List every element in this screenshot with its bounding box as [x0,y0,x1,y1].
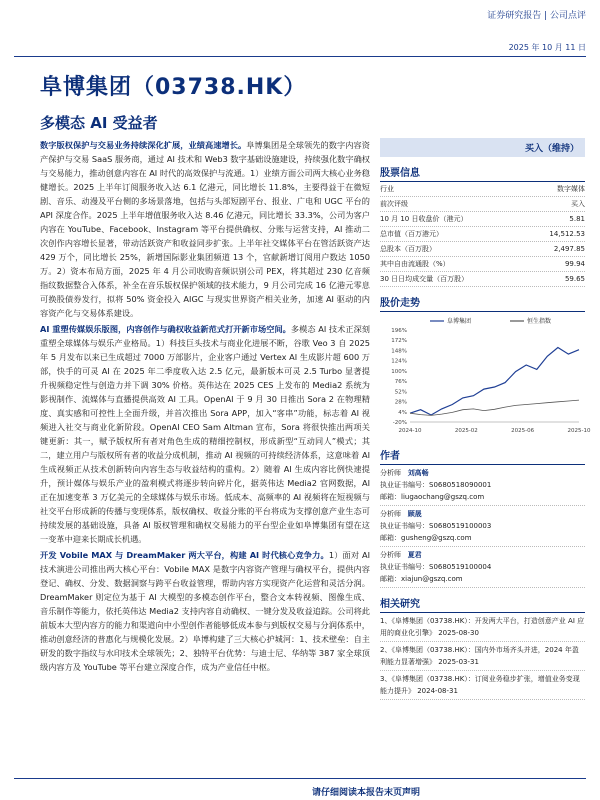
sidebar [380,138,591,700]
author-email[interactable]: 邮箱：xiajun@gszq.com [380,575,463,583]
stock-info-row [380,182,585,197]
author-cert: 执业证书编号：S0680519100003 [380,522,492,530]
author-name: 刘高畅 [407,469,429,477]
info-label: 其中自由流通股（%） [380,260,450,268]
chart-title: 股价走势 [380,291,585,312]
y-tick-label: 124% [391,358,407,365]
info-value: 14,512.53 [549,230,585,238]
legend-label: 恒生指数 [527,318,552,325]
author-role: 分析师 [380,469,401,477]
stock-info-row [380,272,585,287]
stock-info-row [380,197,585,212]
x-tick-label: 2025-06 [511,428,535,434]
info-label: 行业 [380,185,394,193]
stock-info-row [380,227,585,242]
info-label: 总市值（百万港元） [380,230,443,238]
header-divider [14,56,586,57]
y-tick-label: 148% [391,348,407,355]
related-report-link[interactable]: 2、《阜博集团（03738.HK）：国内外市场齐头并进，2024 年盈利能力显著增强》 2025-03-31 [380,642,585,671]
info-label: 30 日日均成交量（百万股） [380,275,469,283]
legend-label: 阜博集团 [447,318,472,325]
stock-info-table [380,182,585,287]
disclaimer-note: 请仔细阅读本报告末页声明 [311,788,420,798]
y-tick-label: 52% [394,389,407,396]
x-tick-label: 2025-02 [454,428,478,434]
paragraph-lead: AI 重塑传媒娱乐版图，内容创作与确权收益新范式打开新市场空间。 [40,324,291,334]
stock-info-row [380,257,585,272]
y-tick-label: 172% [391,338,407,345]
info-label: 总股本（百万股） [380,245,436,253]
info-value: 59.65 [564,275,585,283]
y-tick-label: 196% [391,328,407,334]
author-name: 顾晟 [407,510,422,518]
report-subtitle: 多模态 AI 受益者 [40,114,158,132]
author-email[interactable]: 邮箱：gusheng@gszq.com [380,534,472,542]
rating-badge: 买入（维持） [380,138,585,157]
info-value: 5.81 [569,215,585,223]
body-paragraph [40,138,370,320]
x-tick-label: 2025-10 [567,428,591,434]
page-header [0,0,600,60]
related-title: 相关研究 [380,592,585,613]
paragraph-text: 1）面对 AI 技术演进公司推出两大核心平台：Vobile MAX 是数字内容资产管理与确权平台，提供内容登记、确权、分发、数据洞察与跨平台收益管理，帮助内容方实现资产化运营和灵活分润。DreamMaker 则定位为基于 AI 大模型的多模态创作平台，整合文本转视频、图像生成、音乐制作等能力，依托英伟达 Media2 支持内容自动确权、一键分发及收益追踪。公司将此前版本大型内容方的能力和渠道向中小型创作者能够低成本参与到版权交易与分润体系中，推动创意经济的普惠化与规模化发展。2）阜博构建了三大核心护城河：1、技术壁垒：自主研发的数字指纹与水印技术全球领先；2、独特平台优势：与迪士尼、华纳等 387 家全球顶级内容方及 YouTube 等平台建立深度合作，成为产业信任中枢。 [40,550,371,672]
y-tick-label: 4% [398,409,407,416]
report-date: 2025 年 10 月 11 日 [508,43,586,52]
info-label: 10 月 10 日收盘价（港元） [380,215,468,223]
report-title: 阜博集团（03738.HK） [40,75,307,100]
info-label: 前次评级 [380,200,408,208]
price-chart [380,312,591,440]
related-report-link[interactable]: 1、《阜博集团（03738.HK）：开发两大平台，打造创意产业 AI 应用的商业化引擎》 2025-08-30 [380,613,585,642]
body-paragraph [40,548,370,674]
report-body [40,138,370,676]
info-value: 数字媒体 [557,185,585,193]
author-role: 分析师 [380,510,401,518]
author-card [380,547,585,588]
body-paragraph [40,322,370,546]
y-tick-label: 100% [391,368,407,375]
author-name: 夏君 [407,551,422,559]
author-cert: 执业证书编号：S0680519100004 [380,563,492,571]
paragraph-text: 多模态 AI 技术正深刻重塑全球媒体与娱乐产业格局。1）科技巨头技术与商业化进展不断，谷歌 Veo 3 自 2025 年 5 月发布以来已生成超过 7000 万部影片，企业客户通过 Vertex AI 生成影片超 600 万部，快手的可灵 AI 在 2025 年二季度收入达 2.5 亿元，最新版本可灵 2.5 Turbo 显著提升视频稳定性与创造力并下调 30% 价格。英伟达在 2025 CES 上发布的 Media2 系统为影视制作、流媒体与直播提供高效 AI 工具。OpenAI 于 9 月 30 日推出 Sora 2 在物理精度、真实感和可控性上全面升级，并首次推出 Sora APP，加入“客串”功能，标志着 AI 视频进入社交与商业化新阶段。OpenAI CEO Sam Altman 宣布，Sora 将很快推出两项关键更新：其一，赋予版权所有者对角色生成的精细控制权，形成新型“互动同人”模式；其二，建立用户与版权所有者的收益分成机制，推动 AI 视频的可持续经济体系，这意味着 AI 生成视频正从技术创新转向内容生态与收益结构的重构。2）随着 AI 生成内容比例快速提升，预计媒体与娱乐产业的盈利模式将逐步转向碎片化，据英伟达 Media2 官网数据，AI 正在加速变革 3 万亿美元的全球媒体与娱乐市场。低成本、高频率的 AI 视频将在短视频与社交平台形成新的传播与变现体系，版权确权、收益分账的平台将成为支撑创意产业生态可持续发展的基础设施，具备 AI 版权管理和确权交易能力的平台型企业如阜博集团有望在这一变革中迎来长期成长机遇。 [40,324,370,544]
paragraph-text: 阜博集团是全球领先的数字内容资产保护与交易 SaaS 服务商，通过 AI 技术和 Web3 数字基础设施建设，持续强化数字确权与交易能力，推动创意内容在 AI 时代的高效保护与流通。1）业绩方面公司两大核心业务稳健增长。2025 上半年订阅服务收入达 6.1 亿港元，同比增长 11.8%，主要得益于在微短剧、音乐、动漫及平台侧的多场景落地，包括与头部短剧平台、报业、广电和 UGC 平台的 API 深度合作。2025 上半年增值服务收入达 8.46 亿港元，同比增长 33.3%，公司为客户内容在 YouTube、Facebook、Instagram 等平台提供确权、分账与运营支持，AI 推动二次创作内容增长显著，带动活跃资产和收益同步扩张。上半年社交媒体平台在管活跃资产达 429 万个，同比增长 25%，新增国际影业集团频道 13 个，官献新增订阅用户数达 1050 万。2）资本布局方面，2025 年 4 月公司收购音频识别公司 PEX，将其超过 230 亿音频指纹数据整合入体系，补全在音乐版权保护领域的技术能力，9 月公司完成 16 亿港元零息可换股债券发行，拟将 50% 资金投入 AIGC 与现实世界资产相关业务，加速 AI 驱动的内容资产化与交易体系建设。 [40,140,370,318]
price-chart-svg [380,312,591,440]
related-report-link[interactable]: 3、《阜博集团（03738.HK）：订阅业务稳步扩张，增值业务变现能力提升》 2024-08-31 [380,671,585,700]
stock-info-row [380,242,585,257]
y-tick-label: -20% [392,420,407,426]
series-line-0 [410,348,579,416]
page-footer [0,778,600,800]
paragraph-lead: 开发 Vobile MAX 与 DreamMaker 两大平台，构建 AI 时代核心竞争力。 [40,550,329,560]
report-type-tag: 证券研究报告 | 公司点评 [487,11,586,21]
author-cert: 执业证书编号：S0680518090001 [380,481,492,489]
author-role: 分析师 [380,551,401,559]
info-value: 99.94 [564,260,585,268]
stock-info-row [380,212,585,227]
author-card [380,465,585,506]
y-tick-label: 76% [394,379,407,386]
author-card [380,506,585,547]
info-value: 2,497.85 [553,245,585,253]
y-tick-label: 28% [394,399,407,406]
authors-title: 作者 [380,444,585,465]
paragraph-lead: 数字版权保护与交易业务持续深化扩展，业绩高速增长。 [40,140,247,150]
footer-divider [14,778,586,779]
stock-info-title: 股票信息 [380,161,585,182]
author-email[interactable]: 邮箱：liugaochang@gszq.com [380,493,485,501]
info-value: 买入 [571,200,585,208]
x-tick-label: 2024-10 [398,428,422,434]
